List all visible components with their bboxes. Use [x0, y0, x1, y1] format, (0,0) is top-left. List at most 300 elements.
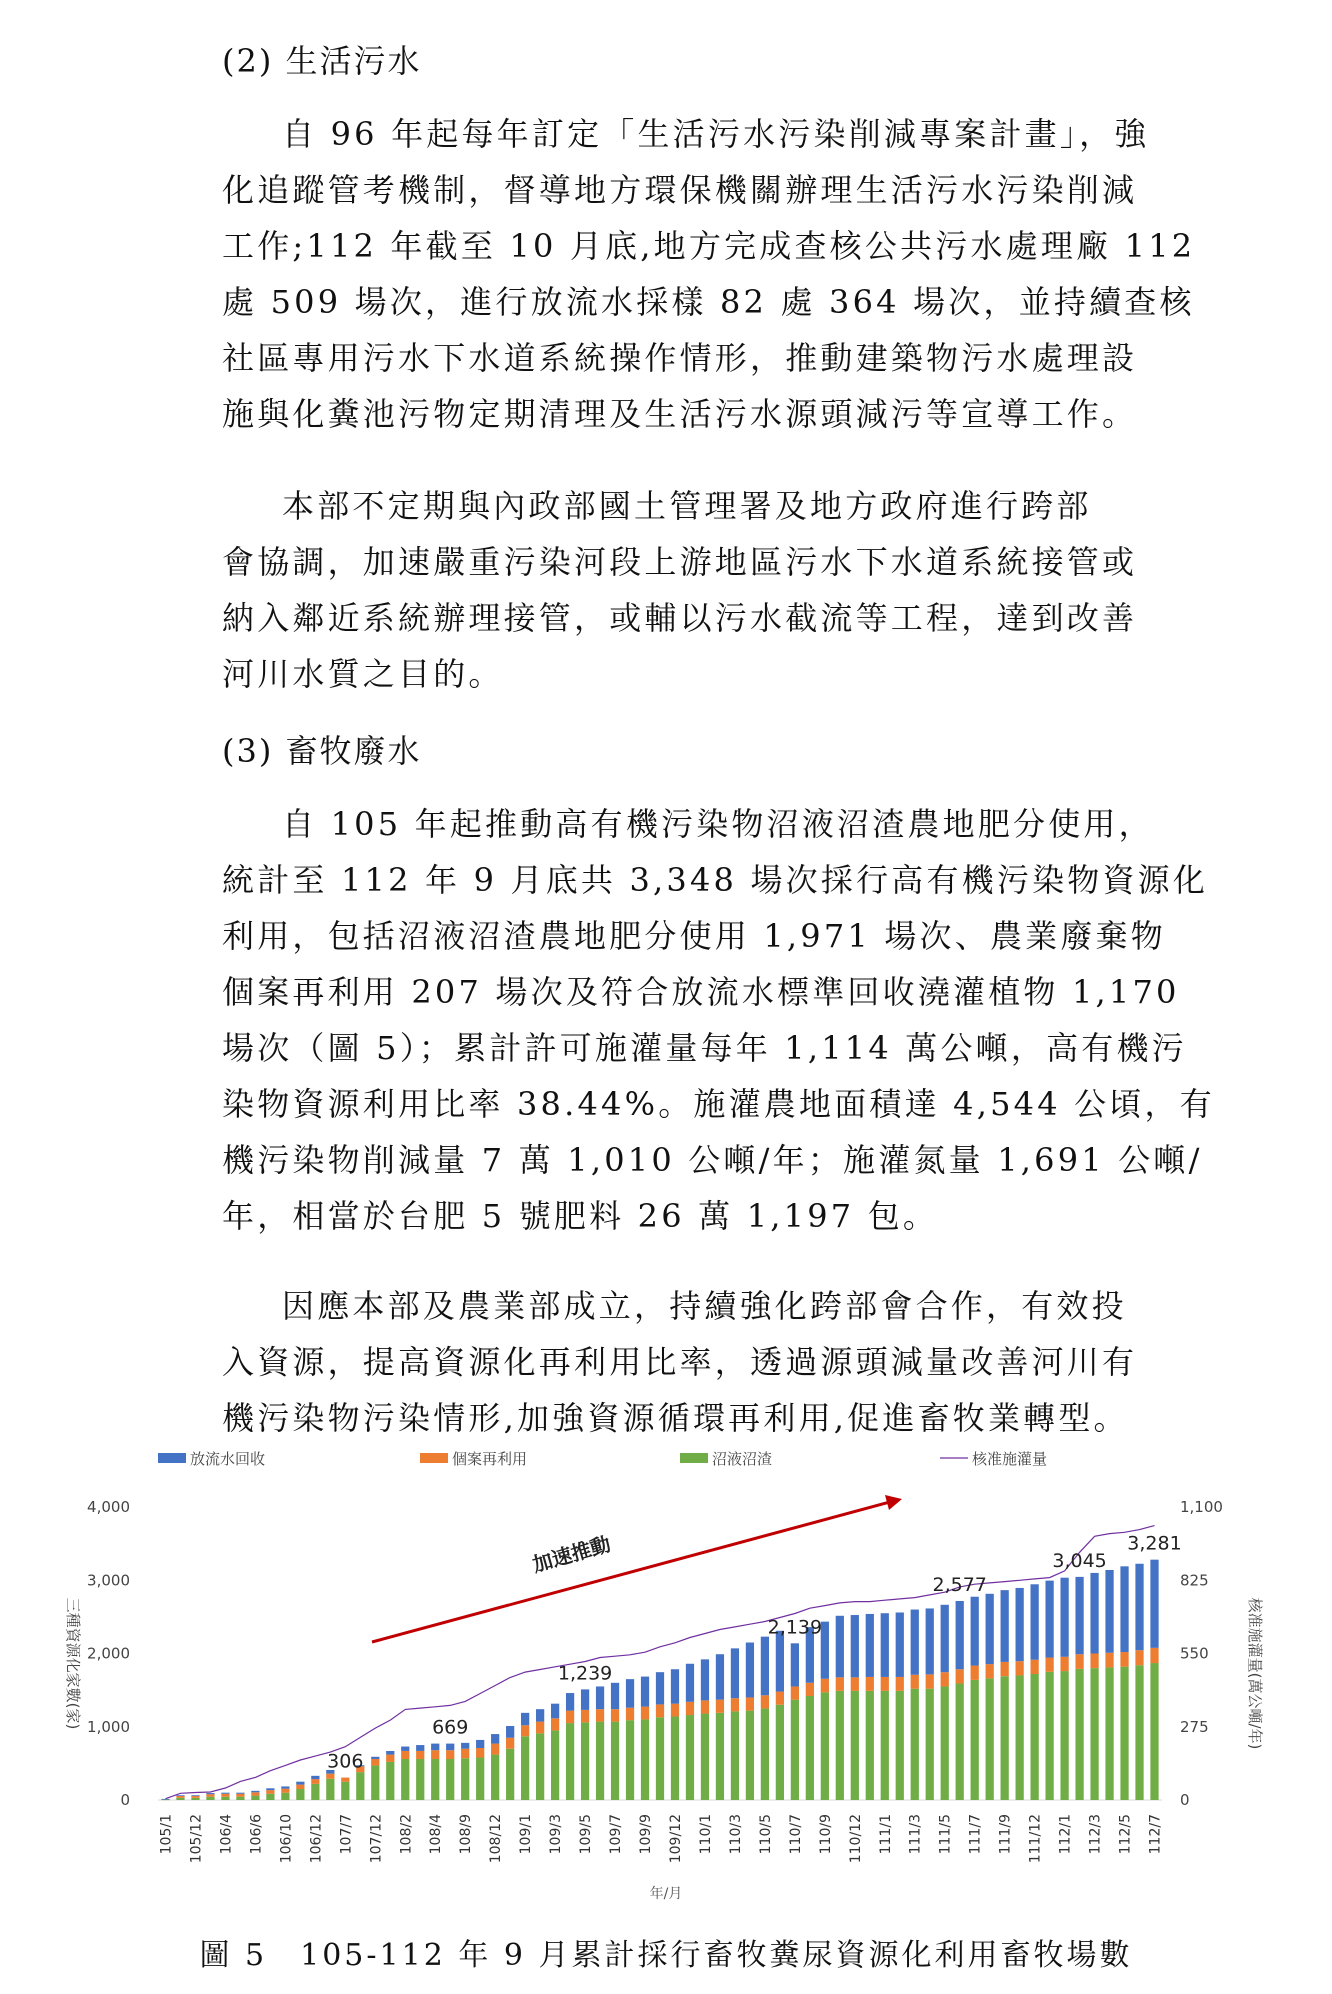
- bar-segment-effluent-recycling: [686, 1664, 694, 1702]
- bar-segment-biogas-slurry: [326, 1779, 334, 1800]
- bar-segment-biogas-slurry: [1150, 1663, 1158, 1800]
- bar-segment-case-reuse: [716, 1700, 724, 1713]
- bar-segment-biogas-slurry: [356, 1772, 364, 1800]
- bar-segment-case-reuse: [986, 1664, 994, 1678]
- bar-segment-biogas-slurry: [821, 1692, 829, 1800]
- bar-segment-case-reuse: [1060, 1657, 1068, 1671]
- bar-segment-case-reuse: [1120, 1652, 1128, 1667]
- x-axis-tick-label: 109/12: [667, 1814, 684, 1864]
- stacked-bar: [311, 1776, 319, 1800]
- x-axis-tick-label: 106/6: [248, 1814, 265, 1855]
- section-heading-domestic-sewage: (2) 生活污水: [222, 42, 422, 80]
- bar-segment-case-reuse: [596, 1709, 604, 1721]
- bar-segment-case-reuse: [851, 1677, 859, 1691]
- paragraph-line: 統計至 112 年 9 月底共 3,348 場次採行高有機污染物資源化: [222, 861, 1209, 899]
- legend-label: 放流水回收: [190, 1450, 266, 1468]
- x-axis-tick-label: 109/7: [608, 1814, 625, 1855]
- x-axis-tick-label: 111/9: [997, 1814, 1014, 1855]
- bar-segment-biogas-slurry: [296, 1789, 304, 1800]
- x-axis-tick-label: 111/7: [967, 1814, 984, 1855]
- bar-segment-biogas-slurry: [461, 1758, 469, 1800]
- bar-segment-case-reuse: [191, 1796, 199, 1798]
- bar-segment-biogas-slurry: [566, 1723, 574, 1800]
- left-axis-tick-label: 2,000: [87, 1644, 130, 1663]
- stacked-bar: [641, 1677, 649, 1800]
- bar-segment-case-reuse: [746, 1697, 754, 1710]
- x-axis-tick-label: 108/12: [488, 1814, 505, 1864]
- bar-segment-case-reuse: [1075, 1654, 1083, 1669]
- paragraph-line: 入資源，提高資源化再利用比率，透過源頭減量改善河川有: [222, 1343, 1138, 1381]
- stacked-bar: [851, 1615, 859, 1800]
- stacked-bar: [971, 1597, 979, 1800]
- bar-segment-biogas-slurry: [266, 1794, 274, 1800]
- bar-segment-case-reuse: [1135, 1650, 1143, 1665]
- stacked-bar: [881, 1613, 889, 1800]
- bar-segment-biogas-slurry: [386, 1762, 394, 1800]
- bar-segment-effluent-recycling: [956, 1601, 964, 1669]
- bar-segment-effluent-recycling: [881, 1613, 889, 1677]
- stacked-bar: [521, 1713, 529, 1800]
- paragraph-line: 納入鄰近系統辦理接管，或輔以污水截流等工程，達到改善: [222, 599, 1138, 637]
- bar-segment-case-reuse: [461, 1749, 469, 1759]
- bar-segment-effluent-recycling: [506, 1726, 514, 1738]
- bar-segment-case-reuse: [491, 1744, 499, 1755]
- bar-segment-case-reuse: [1031, 1660, 1039, 1674]
- data-label: 2,577: [932, 1573, 987, 1596]
- bar-segment-biogas-slurry: [431, 1759, 439, 1800]
- x-axis: [158, 1814, 1163, 1902]
- bar-segment-biogas-slurry: [701, 1714, 709, 1800]
- bar-segment-effluent-recycling: [161, 1799, 169, 1800]
- bar-segment-case-reuse: [776, 1692, 784, 1705]
- bar-segment-biogas-slurry: [521, 1736, 529, 1800]
- bar-segment-effluent-recycling: [236, 1793, 244, 1794]
- stacked-bar: [896, 1612, 904, 1800]
- x-axis-tick-label: 112/7: [1147, 1814, 1164, 1855]
- stacked-bar: [1060, 1578, 1068, 1800]
- bar-segment-effluent-recycling: [1060, 1578, 1068, 1657]
- paragraph-line: 工作;112 年截至 10 月底,地方完成查核公共污水處理廠 112: [222, 227, 1196, 265]
- bar-segment-effluent-recycling: [1016, 1588, 1024, 1661]
- bar-segment-effluent-recycling: [1150, 1560, 1158, 1648]
- stacked-bar: [986, 1594, 994, 1800]
- stacked-bar: [491, 1734, 499, 1800]
- bar-segment-case-reuse: [236, 1794, 244, 1797]
- bar-segment-biogas-slurry: [656, 1717, 664, 1800]
- bar-segment-biogas-slurry: [536, 1733, 544, 1800]
- stacked-bar: [746, 1643, 754, 1800]
- bar-segment-effluent-recycling: [911, 1610, 919, 1675]
- bar-segment-effluent-recycling: [671, 1669, 679, 1703]
- bar-segment-case-reuse: [206, 1794, 214, 1797]
- x-axis-tick-label: 110/5: [757, 1814, 774, 1855]
- right-axis: [1180, 1498, 1264, 1809]
- bar-segment-biogas-slurry: [551, 1730, 559, 1800]
- stacked-bar: [566, 1693, 574, 1800]
- bar-segment-effluent-recycling: [281, 1786, 289, 1788]
- legend-label: 核准施灌量: [972, 1450, 1048, 1468]
- bar-segment-effluent-recycling: [386, 1751, 394, 1755]
- stacked-bar: [506, 1726, 514, 1800]
- stacked-bar: [731, 1648, 739, 1800]
- stacked-bar: [476, 1740, 484, 1800]
- x-axis-tick-label: 111/1: [877, 1814, 894, 1855]
- left-axis: [64, 1498, 130, 1809]
- legend-case-reuse: [420, 1450, 527, 1468]
- data-label: 1,239: [557, 1662, 613, 1685]
- x-axis-tick-label: 105/1: [158, 1814, 175, 1855]
- stacked-bar: [626, 1679, 634, 1800]
- bar-segment-effluent-recycling: [596, 1686, 604, 1709]
- stacked-bar: [806, 1627, 814, 1800]
- stacked-bar: [281, 1786, 289, 1800]
- bar-segment-biogas-slurry: [1016, 1675, 1024, 1800]
- bar-segment-biogas-slurry: [506, 1749, 514, 1800]
- bar-segment-case-reuse: [581, 1710, 589, 1722]
- bar-segment-biogas-slurry: [1135, 1665, 1143, 1800]
- bar-segment-case-reuse: [701, 1700, 709, 1713]
- section-heading-livestock-wastewater: (3) 畜牧廢水: [222, 732, 422, 770]
- stacked-bar: [326, 1770, 334, 1800]
- left-axis-tick-label: 4,000: [87, 1498, 130, 1516]
- paragraph-line: 自 96 年起每年訂定「生活污水污染削減專案計畫」，強: [282, 115, 1150, 153]
- legend-label: 個案再利用: [452, 1450, 528, 1468]
- bar-segment-biogas-slurry: [206, 1797, 214, 1800]
- x-axis-tick-label: 106/12: [308, 1814, 325, 1864]
- bar-segment-case-reuse: [971, 1666, 979, 1680]
- bar-segment-effluent-recycling: [986, 1594, 994, 1664]
- stacked-bar: [1105, 1570, 1113, 1800]
- stacked-bar: [236, 1793, 244, 1800]
- bar-segment-biogas-slurry: [626, 1720, 634, 1800]
- bar-segment-case-reuse: [791, 1686, 799, 1699]
- stacked-bar: [701, 1659, 709, 1800]
- bar-segment-case-reuse: [536, 1722, 544, 1734]
- bar-segment-effluent-recycling: [251, 1791, 259, 1792]
- chart-legend: [158, 1450, 1047, 1468]
- bar-segment-effluent-recycling: [1090, 1573, 1098, 1654]
- bar-segment-effluent-recycling: [371, 1757, 379, 1759]
- bar-segment-case-reuse: [686, 1702, 694, 1715]
- x-axis-tick-label: 112/3: [1087, 1814, 1104, 1855]
- bar-segment-case-reuse: [626, 1708, 634, 1720]
- stacked-bar: [1090, 1573, 1098, 1800]
- legend-label: 沼液沼渣: [712, 1450, 773, 1468]
- bar-segment-biogas-slurry: [956, 1684, 964, 1800]
- bars: [158, 1560, 1162, 1800]
- stacked-bar: [206, 1793, 214, 1800]
- stacked-bar: [446, 1744, 454, 1800]
- paragraph-line: 施與化糞池污物定期清理及生活污水源頭減污等宣導工作。: [222, 395, 1138, 433]
- bar-segment-effluent-recycling: [761, 1637, 769, 1696]
- bar-segment-biogas-slurry: [836, 1691, 844, 1800]
- bar-segment-case-reuse: [326, 1774, 334, 1779]
- bar-segment-biogas-slurry: [401, 1759, 409, 1800]
- paragraph-line: 染物資源利用比率 38.44%。施灌農地面積達 4,544 公頃，有: [222, 1085, 1215, 1123]
- bar-segment-effluent-recycling: [521, 1713, 529, 1725]
- bar-segment-effluent-recycling: [266, 1788, 274, 1790]
- stacked-bar: [761, 1637, 769, 1800]
- stacked-bar: [266, 1788, 274, 1800]
- paragraph-line: 自 105 年起推動高有機污染物沼液沼渣農地肥分使用，: [282, 805, 1154, 843]
- bar-segment-effluent-recycling: [1075, 1577, 1083, 1654]
- bar-segment-biogas-slurry: [761, 1708, 769, 1800]
- right-axis-tick-label: 0: [1180, 1791, 1190, 1809]
- bar-segment-effluent-recycling: [491, 1734, 499, 1744]
- paragraph-line: 機污染物削減量 7 萬 1,010 公噸/年；施灌氮量 1,691 公噸/: [222, 1141, 1203, 1179]
- bar-segment-case-reuse: [446, 1750, 454, 1759]
- bar-segment-effluent-recycling: [1001, 1590, 1009, 1662]
- bar-segment-biogas-slurry: [341, 1782, 349, 1800]
- bar-segment-case-reuse: [386, 1755, 394, 1762]
- stacked-bar: [371, 1757, 379, 1800]
- x-axis-tick-label: 107/7: [338, 1814, 355, 1855]
- bar-segment-effluent-recycling: [476, 1740, 484, 1748]
- bar-segment-effluent-recycling: [791, 1643, 799, 1686]
- bar-segment-case-reuse: [341, 1778, 349, 1782]
- stacked-bar: [1016, 1588, 1024, 1800]
- bar-segment-effluent-recycling: [581, 1689, 589, 1710]
- bar-segment-biogas-slurry: [1090, 1668, 1098, 1800]
- bar-segment-biogas-slurry: [371, 1766, 379, 1800]
- legend-swatch: [420, 1453, 448, 1463]
- stacked-bar: [821, 1622, 829, 1800]
- stacked-bar: [221, 1793, 229, 1800]
- data-label: 3,281: [1127, 1532, 1182, 1555]
- bar-segment-case-reuse: [311, 1779, 319, 1784]
- bar-segment-effluent-recycling: [566, 1693, 574, 1711]
- bar-segment-biogas-slurry: [416, 1759, 424, 1800]
- bar-segment-case-reuse: [611, 1709, 619, 1721]
- bar-segment-biogas-slurry: [1075, 1669, 1083, 1800]
- bar-segment-biogas-slurry: [476, 1758, 484, 1800]
- bar-segment-biogas-slurry: [911, 1689, 919, 1800]
- bar-segment-effluent-recycling: [1031, 1584, 1039, 1659]
- stacked-bar: [776, 1631, 784, 1800]
- bar-segment-effluent-recycling: [1120, 1566, 1128, 1652]
- bar-segment-effluent-recycling: [971, 1597, 979, 1666]
- left-axis-tick-label: 3,000: [87, 1571, 130, 1590]
- bar-segment-case-reuse: [926, 1674, 934, 1688]
- bar-segment-effluent-recycling: [551, 1704, 559, 1719]
- bar-segment-case-reuse: [761, 1695, 769, 1708]
- stacked-bar: [461, 1743, 469, 1800]
- bar-segment-biogas-slurry: [686, 1715, 694, 1800]
- stacked-bar: [866, 1614, 874, 1800]
- bar-segment-biogas-slurry: [881, 1691, 889, 1800]
- bar-segment-case-reuse: [1150, 1648, 1158, 1663]
- stacked-bar: [926, 1608, 934, 1800]
- bar-segment-case-reuse: [956, 1669, 964, 1683]
- x-axis-tick-label: 109/3: [548, 1814, 565, 1855]
- bar-segment-biogas-slurry: [851, 1691, 859, 1800]
- bar-segment-biogas-slurry: [731, 1711, 739, 1800]
- paragraph-line: 處 509 場次，進行放流水採樣 82 處 364 場次，並持續查核: [222, 283, 1195, 321]
- bar-segment-case-reuse: [371, 1759, 379, 1766]
- bar-segment-biogas-slurry: [1120, 1667, 1128, 1800]
- left-axis-tick-label: 0: [120, 1791, 130, 1809]
- paragraph-line: 化追蹤管考機制，督導地方環保機關辦理生活污水污染削減: [222, 171, 1138, 209]
- bar-segment-biogas-slurry: [971, 1680, 979, 1800]
- bar-segment-case-reuse: [1090, 1654, 1098, 1669]
- bar-segment-effluent-recycling: [191, 1795, 199, 1796]
- paragraph-line: 因應本部及農業部成立，持續強化跨部會合作，有效投: [282, 1287, 1127, 1325]
- bar-segment-case-reuse: [401, 1751, 409, 1759]
- bar-segment-case-reuse: [656, 1704, 664, 1717]
- stacked-bar: [296, 1782, 304, 1800]
- bar-segment-case-reuse: [296, 1785, 304, 1789]
- bar-segment-biogas-slurry: [161, 1800, 169, 1801]
- bar-segment-biogas-slurry: [866, 1691, 874, 1800]
- stacked-bar: [191, 1795, 199, 1800]
- data-label: 306: [327, 1750, 364, 1773]
- stacked-bar: [341, 1778, 349, 1800]
- bar-segment-effluent-recycling: [206, 1793, 214, 1794]
- x-axis-tick-label: 110/1: [697, 1814, 714, 1855]
- bar-segment-biogas-slurry: [491, 1755, 499, 1800]
- bar-segment-biogas-slurry: [251, 1796, 259, 1800]
- bar-segment-case-reuse: [641, 1707, 649, 1720]
- bar-segment-case-reuse: [731, 1698, 739, 1711]
- x-axis-tick-label: 106/10: [278, 1814, 295, 1864]
- bar-segment-effluent-recycling: [1135, 1564, 1143, 1650]
- bar-segment-effluent-recycling: [641, 1677, 649, 1707]
- x-axis-tick-label: 110/12: [847, 1814, 864, 1864]
- bar-segment-biogas-slurry: [926, 1689, 934, 1800]
- bar-segment-effluent-recycling: [416, 1745, 424, 1751]
- bar-segment-effluent-recycling: [941, 1605, 949, 1672]
- bar-segment-effluent-recycling: [731, 1648, 739, 1698]
- bar-segment-case-reuse: [881, 1677, 889, 1691]
- bar-segment-biogas-slurry: [1045, 1672, 1053, 1800]
- bar-segment-biogas-slurry: [176, 1798, 184, 1800]
- x-axis-tick-label: 109/5: [578, 1814, 595, 1855]
- legend-swatch: [158, 1453, 186, 1463]
- stacked-bar: [401, 1747, 409, 1800]
- bar-segment-effluent-recycling: [626, 1679, 634, 1708]
- data-label: 3,045: [1052, 1549, 1107, 1572]
- bar-segment-case-reuse: [221, 1794, 229, 1797]
- bar-segment-biogas-slurry: [611, 1722, 619, 1800]
- bar-segment-effluent-recycling: [296, 1782, 304, 1785]
- stacked-bar: [431, 1744, 439, 1800]
- bar-segment-case-reuse: [1001, 1662, 1009, 1676]
- bar-segment-biogas-slurry: [1105, 1667, 1113, 1800]
- bar-segment-case-reuse: [176, 1796, 184, 1798]
- x-axis-tick-label: 110/3: [727, 1814, 744, 1855]
- stacked-bar: [551, 1704, 559, 1800]
- stacked-bar: [656, 1672, 664, 1800]
- stacked-bar: [611, 1683, 619, 1800]
- bar-segment-case-reuse: [866, 1677, 874, 1691]
- legend-biogas-slurry: [680, 1450, 772, 1468]
- bar-segment-effluent-recycling: [536, 1709, 544, 1721]
- bar-segment-biogas-slurry: [896, 1691, 904, 1800]
- bar-segment-biogas-slurry: [596, 1722, 604, 1800]
- paragraph-line: 河川水質之目的。: [222, 655, 504, 693]
- right-axis-tick-label: 275: [1180, 1717, 1209, 1736]
- bar-segment-case-reuse: [911, 1675, 919, 1689]
- stacked-bar: [536, 1709, 544, 1800]
- x-axis-tick-label: 112/5: [1117, 1814, 1134, 1855]
- stacked-bar: [161, 1799, 169, 1800]
- x-axis-tick-label: 112/1: [1057, 1814, 1074, 1855]
- stacked-bar: [386, 1751, 394, 1800]
- right-axis-tick-label: 550: [1180, 1644, 1209, 1663]
- x-axis-tick-label: 111/12: [1027, 1814, 1044, 1864]
- stacked-bar: [1045, 1581, 1053, 1800]
- bar-segment-biogas-slurry: [1031, 1674, 1039, 1800]
- bar-segment-effluent-recycling: [836, 1616, 844, 1678]
- x-axis-tick-label: 110/9: [817, 1814, 834, 1855]
- paragraph-line: 本部不定期與內政部國土管理署及地方政府進行跨部: [282, 487, 1092, 525]
- bar-segment-effluent-recycling: [446, 1744, 454, 1751]
- stacked-bar: [716, 1654, 724, 1800]
- bar-segment-biogas-slurry: [221, 1797, 229, 1800]
- x-axis-tick-label: 108/4: [428, 1814, 445, 1855]
- bar-segment-biogas-slurry: [1060, 1671, 1068, 1800]
- bar-segment-case-reuse: [551, 1718, 559, 1730]
- bar-segment-biogas-slurry: [746, 1711, 754, 1800]
- bar-segment-effluent-recycling: [926, 1608, 934, 1674]
- right-axis-tick-label: 825: [1180, 1571, 1209, 1590]
- bar-segment-effluent-recycling: [431, 1744, 439, 1751]
- paragraph-line: 機污染物污染情形,加強資源循環再利用,促進畜牧業轉型。: [222, 1399, 1129, 1437]
- trend-arrow-head: [885, 1495, 902, 1510]
- bar-segment-biogas-slurry: [446, 1759, 454, 1800]
- stacked-bar: [1150, 1560, 1158, 1800]
- bar-segment-biogas-slurry: [716, 1713, 724, 1800]
- x-axis-tick-label: 107/12: [368, 1814, 385, 1864]
- bar-segment-biogas-slurry: [806, 1696, 814, 1800]
- x-axis-tick-label: 108/9: [458, 1814, 475, 1855]
- stacked-bar: [251, 1791, 259, 1800]
- livestock-resource-chart: [0, 1440, 1332, 1910]
- paragraph-line: 會協調，加速嚴重污染河段上游地區污水下水道系統接管或: [222, 543, 1138, 581]
- bar-segment-biogas-slurry: [641, 1719, 649, 1800]
- bar-segment-biogas-slurry: [671, 1716, 679, 1800]
- stacked-bar: [416, 1745, 424, 1800]
- bar-segment-effluent-recycling: [746, 1643, 754, 1698]
- paragraph-cross-ministry-cooperation: [222, 1278, 1292, 1446]
- x-axis-tick-label: 111/5: [937, 1814, 954, 1855]
- stacked-bar: [956, 1601, 964, 1800]
- bar-segment-biogas-slurry: [236, 1797, 244, 1800]
- x-axis-tick-label: 105/12: [188, 1814, 205, 1864]
- bar-segment-biogas-slurry: [941, 1686, 949, 1800]
- bar-segment-effluent-recycling: [461, 1743, 469, 1749]
- bar-segment-case-reuse: [521, 1725, 529, 1736]
- bar-segment-effluent-recycling: [221, 1793, 229, 1794]
- right-axis-tick-label: 1,100: [1180, 1498, 1223, 1516]
- bar-segment-case-reuse: [671, 1704, 679, 1717]
- bar-segment-case-reuse: [281, 1789, 289, 1793]
- bar-segment-case-reuse: [431, 1750, 439, 1759]
- x-axis-tick-label: 110/7: [787, 1814, 804, 1855]
- bar-segment-case-reuse: [1045, 1658, 1053, 1672]
- data-label: 2,139: [767, 1616, 823, 1639]
- bar-segment-effluent-recycling: [656, 1672, 664, 1704]
- paragraph-line: 年，相當於台肥 5 號肥料 26 萬 1,197 包。: [222, 1197, 939, 1235]
- stacked-bar: [836, 1616, 844, 1800]
- paragraph-line: 社區專用污水下水道系統操作情形，推動建築物污水處理設: [222, 339, 1138, 377]
- stacked-bar: [941, 1605, 949, 1800]
- bar-segment-case-reuse: [266, 1790, 274, 1794]
- bar-segment-case-reuse: [896, 1677, 904, 1691]
- bar-segment-case-reuse: [251, 1792, 259, 1795]
- figure-caption: 圖 5 105-112 年 9 月累計採行畜牧糞尿資源化利用畜牧場數: [199, 1938, 1133, 1973]
- paragraph-livestock-resource-use: [222, 796, 1292, 1244]
